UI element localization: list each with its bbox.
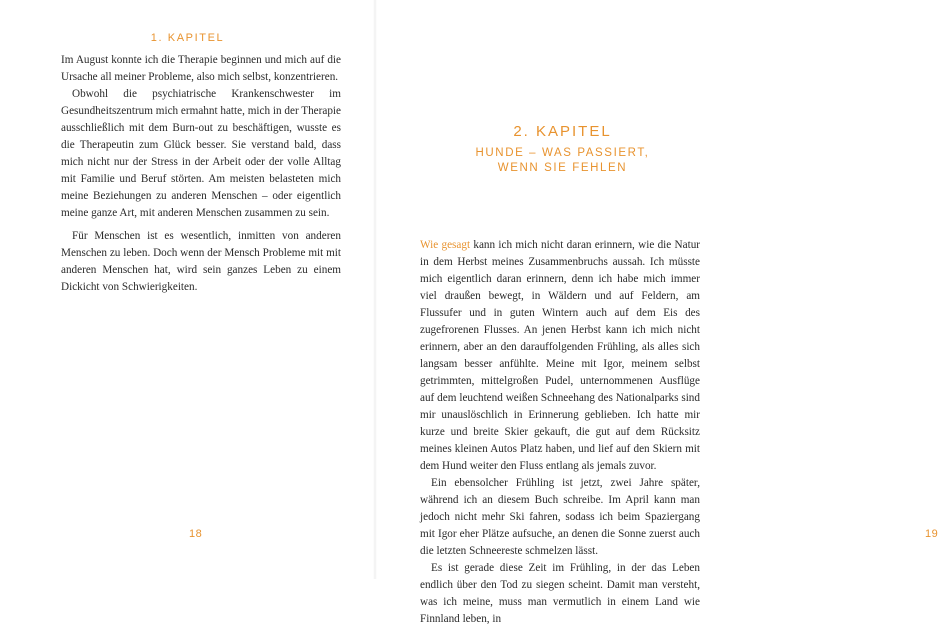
running-head: 1. KAPITEL bbox=[150, 32, 225, 44]
paragraph-text: kann ich mich nicht daran erinnern, wie die Natur in dem Herbst meines Zusammenbruchs aussah. Ich müsste mich eigentlich daran erinnern, denn ich habe mich immer viel draußen bewegt, in Wäldern und auf Feldern, am Flussufer und in guten Wintern auch auf dem Eis des zugefrorenen Flusses. An jenen Herbst kann ich mich nicht erinnern, aber an den darauffolgenden Frühling, als alles sich langsam besser anfühlte. Meine mit Igor, meinem selbst getrimmten, mittelgroßen Pudel, unternommenen Ausflüge auf dem leuchtend weißen Schneehang des Nationalparks sind mir unauslöschlich in Erinnerung geblieben. Ich hatte mir kurze und breite Skier gekauft, die gut auf dem Rücksitz meines kleinen Autos Platz haben, und lief auf den Skiern mit dem Hund weiter den Fluss entlang als jemals zuvor. bbox=[420, 239, 701, 472]
right-body-text bbox=[420, 237, 700, 628]
chapter-title-line: HUNDE – WAS PASSIERT, bbox=[475, 147, 650, 159]
lead-in: Wie gesagt bbox=[420, 239, 471, 251]
left-body-text bbox=[61, 52, 341, 296]
chapter-number: 2. KAPITEL bbox=[513, 123, 612, 140]
paragraph: Ein ebensolcher Frühling ist jetzt, zwei Jahre später, während ich an diesem Buch schreibe. Im April kann man jedoch nicht mehr Ski fahren, sodass ich beim Spaziergang mit Igor eher Plätze aufsuche, an denen die Sonne zuerst auch die letzten Schneereste schmelzen lässt. bbox=[420, 477, 700, 557]
paragraph: Obwohl die psychiatrische Krankenschwester im Gesundheitszentrum mich ermahnt hatte, mich in der Therapie ausschließlich mit dem Burn-out zu beschäftigen, wusste es die Therapeutin zum Glück besser. Sie verstand bald, dass mich nicht nur der Stress in der Arbeit oder der volle Alltag mit Familie und Beruf störten. Am meisten belasteten mich meine Beziehungen zu anderen Menschen – oder eigentlich meine ganze Art, mit anderen Menschen zusammen zu sein. bbox=[61, 88, 342, 219]
right-page bbox=[375, 0, 938, 625]
paragraph: Im August konnte ich die Therapie beginnen und mich auf die Ursache all meiner Probleme, also mich selbst, konzentrieren. bbox=[61, 54, 341, 83]
left-page bbox=[0, 0, 375, 579]
page-number: 19 bbox=[925, 528, 938, 540]
page-number: 18 bbox=[189, 528, 203, 540]
chapter-title bbox=[375, 146, 750, 176]
paragraph bbox=[420, 237, 700, 475]
paragraph: Es ist gerade diese Zeit im Frühling, in der das Leben endlich über den Tod zu siegen scheint. Damit man versteht, was ich meine, muss man vermutlich in einem Land wie Finnland leben, in bbox=[420, 562, 700, 625]
chapter-title-line: WENN SIE FEHLEN bbox=[497, 162, 628, 174]
paragraph: Für Menschen ist es wesentlich, inmitten von anderen Menschen zu leben. Doch wenn der Mensch Probleme mit mit anderen Menschen hat, wird sein ganzes Leben zu einem Dickicht von Schwierigkeiten. bbox=[61, 230, 341, 293]
